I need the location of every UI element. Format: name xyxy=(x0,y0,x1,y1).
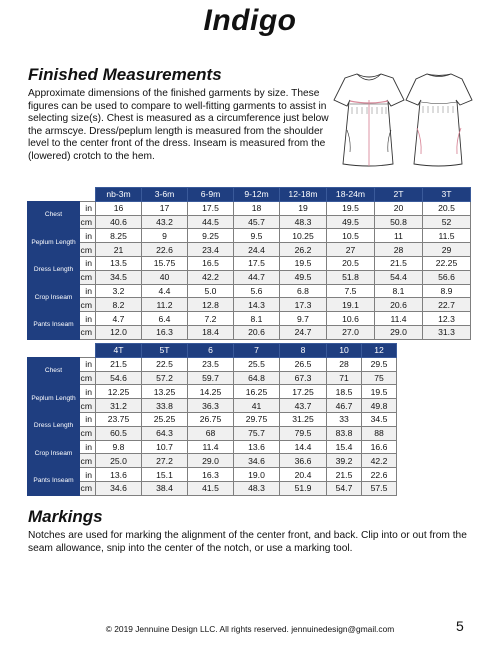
measurement-value: 19.0 xyxy=(234,468,280,482)
measurement-value: 75 xyxy=(362,371,397,385)
measurement-value: 52 xyxy=(423,215,471,229)
measurement-value: 16.3 xyxy=(142,325,188,339)
measurement-value: 4.7 xyxy=(96,312,142,326)
measurement-value: 29.75 xyxy=(234,412,280,426)
measurement-value: 5.6 xyxy=(234,284,280,298)
unit-label: in xyxy=(80,256,96,270)
measurement-category: Crop Inseam xyxy=(28,284,80,312)
size-header: 18-24m xyxy=(327,188,375,202)
table-row xyxy=(28,256,471,270)
measurement-value: 18.4 xyxy=(188,325,234,339)
table-row xyxy=(28,201,471,215)
measurement-value: 11.4 xyxy=(188,440,234,454)
measurement-value: 44.5 xyxy=(188,215,234,229)
unit-label: in xyxy=(80,412,96,426)
measurement-value: 22.5 xyxy=(142,357,188,371)
unit-label: in xyxy=(80,201,96,215)
measurement-value: 12.8 xyxy=(188,298,234,312)
measurement-value: 17 xyxy=(142,201,188,215)
measurement-value: 25.5 xyxy=(234,357,280,371)
table-row xyxy=(28,371,397,385)
measurement-value: 14.25 xyxy=(188,385,234,399)
measurement-value: 45.7 xyxy=(234,215,280,229)
table-row xyxy=(28,468,397,482)
measurement-value: 9.25 xyxy=(188,229,234,243)
measurement-value: 40.6 xyxy=(96,215,142,229)
measurements-table-small-sizes xyxy=(27,187,471,340)
table-row xyxy=(28,312,471,326)
measurement-value: 16.3 xyxy=(188,468,234,482)
size-header: 8 xyxy=(280,344,327,358)
measurement-value: 25.25 xyxy=(142,412,188,426)
measurement-value: 6.8 xyxy=(280,284,327,298)
unit-label: in xyxy=(80,312,96,326)
table-row xyxy=(28,229,471,243)
measurement-value: 10.5 xyxy=(327,229,375,243)
measurement-value: 79.5 xyxy=(280,426,327,440)
measurement-value: 26.5 xyxy=(280,357,327,371)
measurement-value: 27.0 xyxy=(327,325,375,339)
measurement-value: 54.7 xyxy=(327,481,362,495)
measurement-value: 21.5 xyxy=(375,256,423,270)
table-row xyxy=(28,440,397,454)
measurement-value: 10.6 xyxy=(327,312,375,326)
measurement-value: 8.2 xyxy=(96,298,142,312)
measurement-value: 22.25 xyxy=(423,256,471,270)
measurement-value: 57.2 xyxy=(142,371,188,385)
measurement-value: 23.75 xyxy=(96,412,142,426)
measurement-value: 48.3 xyxy=(234,481,280,495)
unit-label: in xyxy=(80,468,96,482)
markings-heading: Markings xyxy=(28,507,103,526)
measurement-value: 24.4 xyxy=(234,243,280,257)
measurement-value: 29.0 xyxy=(375,325,423,339)
measurement-value: 34.5 xyxy=(362,412,397,426)
measurement-value: 17.25 xyxy=(280,385,327,399)
header-blank xyxy=(28,344,96,358)
measurement-value: 15.1 xyxy=(142,468,188,482)
size-header: 12-18m xyxy=(280,188,327,202)
measurement-value: 44.7 xyxy=(234,270,280,284)
measurement-value: 22.7 xyxy=(423,298,471,312)
measurement-value: 38.4 xyxy=(142,481,188,495)
measurement-category: Pants Inseam xyxy=(28,312,80,340)
size-header: 2T xyxy=(375,188,423,202)
unit-label: in xyxy=(80,357,96,371)
measurement-value: 15.4 xyxy=(327,440,362,454)
measurement-value: 49.5 xyxy=(327,215,375,229)
measurement-value: 3.2 xyxy=(96,284,142,298)
measurement-value: 17.5 xyxy=(234,256,280,270)
measurement-value: 75.7 xyxy=(234,426,280,440)
measurement-value: 27.2 xyxy=(142,454,188,468)
size-header: 6-9m xyxy=(188,188,234,202)
measurement-category: Peplum Length xyxy=(28,229,80,257)
table-row xyxy=(28,399,397,413)
measurement-value: 54.6 xyxy=(96,371,142,385)
measurement-value: 9.7 xyxy=(280,312,327,326)
measurement-value: 68 xyxy=(188,426,234,440)
measurement-value: 64.3 xyxy=(142,426,188,440)
measurement-category: Chest xyxy=(28,201,80,229)
measurement-value: 26.75 xyxy=(188,412,234,426)
unit-label: cm xyxy=(80,399,96,413)
measurement-value: 16 xyxy=(96,201,142,215)
measurement-value: 43.2 xyxy=(142,215,188,229)
measurement-value: 34.6 xyxy=(234,454,280,468)
measurement-value: 34.5 xyxy=(96,270,142,284)
measurement-value: 51.9 xyxy=(280,481,327,495)
measurement-value: 46.7 xyxy=(327,399,362,413)
measurement-value: 56.6 xyxy=(423,270,471,284)
unit-label: in xyxy=(80,229,96,243)
measurement-category: Crop Inseam xyxy=(28,440,80,468)
unit-label: cm xyxy=(80,215,96,229)
unit-label: in xyxy=(80,284,96,298)
measurement-value: 12.0 xyxy=(96,325,142,339)
finished-measurements-text: Approximate dimensions of the finished garments by size. These figures can be used to compare to well-fitting garments to assist in selecting size(s). Chest is measured as a circumference just below the armscye. Dress/peplum length is measured from the shoulder level to the center front of the dress. Inseam is measured from the (lowered) crotch to the hem. xyxy=(28,88,329,162)
size-header: 6 xyxy=(188,344,234,358)
header-blank xyxy=(28,188,96,202)
measurement-value: 19 xyxy=(280,201,327,215)
unit-label: in xyxy=(80,385,96,399)
measurements-table-large-sizes xyxy=(27,343,397,496)
measurement-value: 39.2 xyxy=(327,454,362,468)
measurement-value: 13.25 xyxy=(142,385,188,399)
measurement-value: 71 xyxy=(327,371,362,385)
table-row xyxy=(28,325,471,339)
measurement-value: 12.3 xyxy=(423,312,471,326)
measurement-value: 9.5 xyxy=(234,229,280,243)
measurement-value: 17.3 xyxy=(280,298,327,312)
measurement-value: 16.5 xyxy=(188,256,234,270)
measurement-category: Dress Length xyxy=(28,256,80,284)
measurement-value: 19.5 xyxy=(362,385,397,399)
table-row xyxy=(28,215,471,229)
measurement-value: 48.3 xyxy=(280,215,327,229)
measurement-value: 41 xyxy=(234,399,280,413)
measurement-value: 28 xyxy=(327,357,362,371)
measurement-value: 11.5 xyxy=(423,229,471,243)
measurement-value: 54.4 xyxy=(375,270,423,284)
measurement-value: 7.2 xyxy=(188,312,234,326)
measurement-value: 28 xyxy=(375,243,423,257)
unit-label: cm xyxy=(80,371,96,385)
measurement-value: 23.5 xyxy=(188,357,234,371)
measurement-value: 8.1 xyxy=(375,284,423,298)
measurement-value: 20.6 xyxy=(375,298,423,312)
measurement-value: 31.2 xyxy=(96,399,142,413)
measurement-category: Peplum Length xyxy=(28,385,80,413)
measurement-value: 31.3 xyxy=(423,325,471,339)
table-row xyxy=(28,454,397,468)
measurement-value: 20 xyxy=(375,201,423,215)
size-header: 5T xyxy=(142,344,188,358)
measurement-value: 29.5 xyxy=(362,357,397,371)
markings-text: Notches are used for marking the alignment of the center front, and back. Clip into or out from the seam allowance, snip into the center of the notch, or use a marking tool. xyxy=(28,530,467,554)
measurement-value: 60.5 xyxy=(96,426,142,440)
measurement-value: 18.5 xyxy=(327,385,362,399)
measurement-value: 42.2 xyxy=(362,454,397,468)
measurement-value: 13.6 xyxy=(234,440,280,454)
unit-label: in xyxy=(80,440,96,454)
measurement-value: 50.8 xyxy=(375,215,423,229)
dress-front-illustration xyxy=(333,70,405,168)
page-title: Indigo xyxy=(203,4,297,37)
measurement-value: 36.3 xyxy=(188,399,234,413)
measurement-value: 19.1 xyxy=(327,298,375,312)
unit-label: cm xyxy=(80,481,96,495)
measurement-value: 4.4 xyxy=(142,284,188,298)
measurement-value: 34.6 xyxy=(96,481,142,495)
measurement-value: 11.2 xyxy=(142,298,188,312)
measurement-value: 10.25 xyxy=(280,229,327,243)
measurement-value: 6.4 xyxy=(142,312,188,326)
measurement-value: 49.8 xyxy=(362,399,397,413)
unit-label: cm xyxy=(80,325,96,339)
measurement-value: 21.5 xyxy=(96,357,142,371)
measurement-value: 22.6 xyxy=(142,243,188,257)
measurement-value: 12.25 xyxy=(96,385,142,399)
measurement-value: 21.5 xyxy=(327,468,362,482)
measurement-value: 59.7 xyxy=(188,371,234,385)
measurement-value: 64.8 xyxy=(234,371,280,385)
measurement-value: 36.6 xyxy=(280,454,327,468)
unit-label: cm xyxy=(80,454,96,468)
measurement-value: 24.7 xyxy=(280,325,327,339)
measurement-value: 51.8 xyxy=(327,270,375,284)
measurement-value: 20.6 xyxy=(234,325,280,339)
measurement-value: 5.0 xyxy=(188,284,234,298)
measurement-value: 9 xyxy=(142,229,188,243)
measurement-value: 43.7 xyxy=(280,399,327,413)
footer-copyright: © 2019 Jennuine Design LLC. All rights reserved. jennuinedesign@gmail.com xyxy=(105,624,395,634)
measurement-value: 19.5 xyxy=(327,201,375,215)
measurement-category: Dress Length xyxy=(28,412,80,440)
measurement-value: 27 xyxy=(327,243,375,257)
measurement-value: 49.5 xyxy=(280,270,327,284)
table-row xyxy=(28,298,471,312)
measurement-value: 41.5 xyxy=(188,481,234,495)
measurement-value: 8.1 xyxy=(234,312,280,326)
measurement-value: 13.6 xyxy=(96,468,142,482)
unit-label: cm xyxy=(80,270,96,284)
measurement-value: 31.25 xyxy=(280,412,327,426)
measurement-value: 16.6 xyxy=(362,440,397,454)
measurement-value: 8.25 xyxy=(96,229,142,243)
size-header: 3T xyxy=(423,188,471,202)
unit-label: cm xyxy=(80,243,96,257)
size-header: 7 xyxy=(234,344,280,358)
measurement-value: 11 xyxy=(375,229,423,243)
measurement-category: Chest xyxy=(28,357,80,385)
measurement-value: 88 xyxy=(362,426,397,440)
measurement-value: 33.8 xyxy=(142,399,188,413)
measurement-value: 10.7 xyxy=(142,440,188,454)
measurement-category: Pants Inseam xyxy=(28,468,80,496)
measurement-value: 20.5 xyxy=(423,201,471,215)
measurement-value: 15.75 xyxy=(142,256,188,270)
table-row xyxy=(28,270,471,284)
size-header: 12 xyxy=(362,344,397,358)
unit-label: cm xyxy=(80,298,96,312)
measurement-value: 22.6 xyxy=(362,468,397,482)
measurement-value: 14.3 xyxy=(234,298,280,312)
unit-label: cm xyxy=(80,426,96,440)
measurement-value: 8.9 xyxy=(423,284,471,298)
table-row xyxy=(28,243,471,257)
size-header: 3-6m xyxy=(142,188,188,202)
table-row xyxy=(28,426,397,440)
dress-back-illustration xyxy=(405,70,473,168)
size-header: 9-12m xyxy=(234,188,280,202)
table-row xyxy=(28,284,471,298)
table-row xyxy=(28,385,397,399)
page-number: 5 xyxy=(456,618,464,634)
measurement-value: 67.3 xyxy=(280,371,327,385)
measurement-value: 7.5 xyxy=(327,284,375,298)
measurement-value: 42.2 xyxy=(188,270,234,284)
size-header: 4T xyxy=(96,344,142,358)
measurement-value: 83.8 xyxy=(327,426,362,440)
measurement-value: 20.4 xyxy=(280,468,327,482)
measurement-value: 40 xyxy=(142,270,188,284)
measurement-value: 25.0 xyxy=(96,454,142,468)
measurement-value: 29.0 xyxy=(188,454,234,468)
measurement-value: 21 xyxy=(96,243,142,257)
measurement-value: 14.4 xyxy=(280,440,327,454)
size-header: 10 xyxy=(327,344,362,358)
table-row xyxy=(28,481,397,495)
measurement-value: 16.25 xyxy=(234,385,280,399)
table-row xyxy=(28,357,397,371)
measurement-value: 17.5 xyxy=(188,201,234,215)
measurement-value: 29 xyxy=(423,243,471,257)
measurement-value: 23.4 xyxy=(188,243,234,257)
measurement-value: 26.2 xyxy=(280,243,327,257)
size-header: nb-3m xyxy=(96,188,142,202)
measurement-value: 20.5 xyxy=(327,256,375,270)
measurement-value: 33 xyxy=(327,412,362,426)
table-row xyxy=(28,412,397,426)
measurement-value: 57.5 xyxy=(362,481,397,495)
measurement-value: 19.5 xyxy=(280,256,327,270)
measurement-value: 13.5 xyxy=(96,256,142,270)
finished-measurements-heading: Finished Measurements xyxy=(28,65,222,84)
measurement-value: 18 xyxy=(234,201,280,215)
measurement-value: 9.8 xyxy=(96,440,142,454)
measurement-value: 11.4 xyxy=(375,312,423,326)
